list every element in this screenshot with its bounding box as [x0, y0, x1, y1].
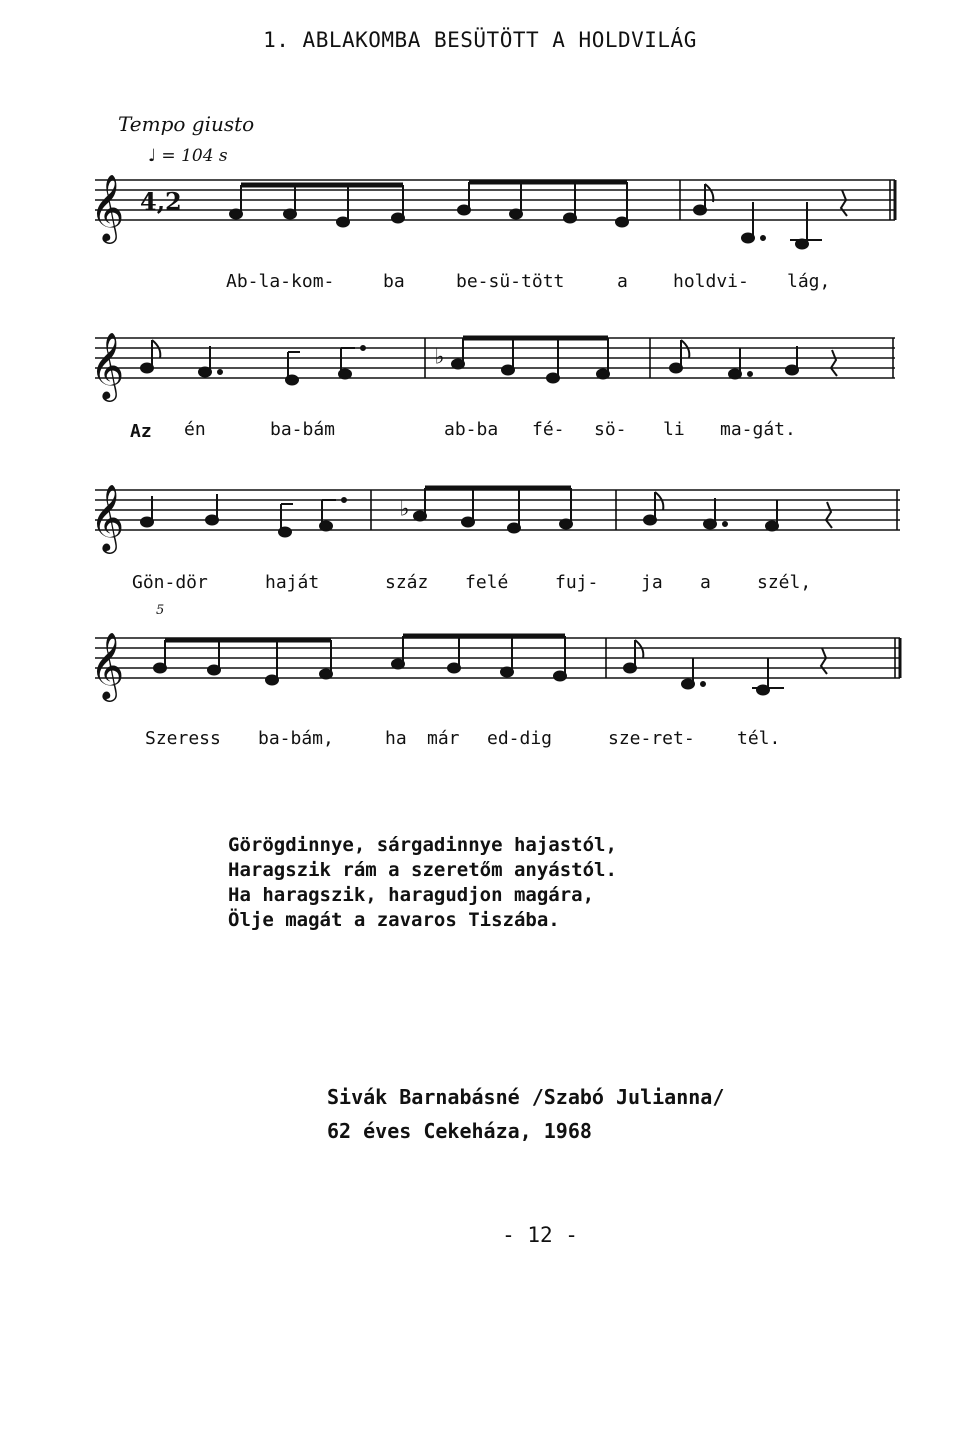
- lyric-syllable: ja: [641, 572, 663, 593]
- lyric-syllable: ba-bám: [270, 419, 336, 440]
- lyric-syllable: szél,: [757, 572, 812, 593]
- lyric-syllable: sö-: [594, 419, 627, 440]
- lyric-syllable: haját: [265, 572, 320, 593]
- verse-line: Haragszik rám a szeretőm anyástól.: [228, 859, 617, 881]
- lyric-syllable: a: [700, 572, 711, 593]
- treble-clef-icon: 𝄞: [90, 173, 125, 241]
- lyric-syllable: fé-: [532, 419, 565, 440]
- lyric-syllable: fuj-: [555, 572, 599, 593]
- lyric-syllable: ab-ba: [444, 419, 499, 440]
- time-signature: 4,2: [140, 187, 182, 216]
- music-staff-4: [0, 618, 960, 708]
- lyric-syllable: sze-ret-: [608, 728, 695, 749]
- page-number: - 12 -: [502, 1223, 578, 1247]
- verse-line: Ha haragszik, haragudjon magára,: [228, 884, 595, 906]
- verse-line: Görögdinnye, sárgadinnye hajastól,: [228, 834, 617, 856]
- treble-clef-icon: 𝄞: [90, 331, 125, 399]
- lyric-syllable: ma-gát.: [720, 419, 796, 440]
- song-title: 1. ABLAKOMBA BESÜTÖTT A HOLDVILÁG: [263, 28, 697, 52]
- lyric-syllable: lág,: [787, 271, 831, 292]
- metronome-marking: ♩ = 104 s: [148, 146, 228, 166]
- informant-name: Sivák Barnabásné /Szabó Julianna/: [327, 1085, 725, 1109]
- svg-text:♭: ♭: [433, 345, 447, 370]
- lyric-syllable: Szeress: [145, 728, 221, 749]
- music-staff-1: [0, 160, 960, 260]
- lyric-syllable: Ab-la-kom-: [226, 271, 335, 292]
- measure-number: 5: [156, 603, 165, 618]
- lyric-syllable: száz: [385, 572, 429, 593]
- treble-clef-icon: 𝄞: [90, 631, 125, 699]
- treble-clef-icon: 𝄞: [90, 483, 125, 551]
- lyric-syllable: ba: [383, 271, 405, 292]
- lyric-syllable: ha: [385, 728, 407, 749]
- lyric-syllable: Gön-dör: [132, 572, 208, 593]
- music-staff-3: [0, 470, 960, 560]
- lyric-syllable: li: [663, 419, 685, 440]
- verse-line: Ölje magát a zavaros Tiszába.: [228, 909, 560, 931]
- lyric-syllable: én: [184, 419, 206, 440]
- informant-details: 62 éves Cekeháza, 1968: [327, 1119, 592, 1143]
- lyric-syllable: felé: [465, 572, 509, 593]
- lyric-syllable: ba-bám,: [258, 728, 334, 749]
- lyric-syllable: ed-dig: [487, 728, 553, 749]
- svg-text:♭: ♭: [398, 497, 412, 522]
- lyric-syllable: a: [617, 271, 628, 292]
- verse-stanza: [228, 833, 617, 933]
- tempo-marking: Tempo giusto: [118, 112, 255, 136]
- lyric-syllable: már: [427, 728, 460, 749]
- informant-credit: [327, 1080, 724, 1148]
- lyric-syllable: holdvi-: [673, 271, 749, 292]
- lyric-syllable: tél.: [737, 728, 781, 749]
- music-staff-2: [0, 318, 960, 408]
- lyric-syllable: be-sü-tött: [456, 271, 565, 292]
- lyric-syllable: Az: [130, 421, 152, 442]
